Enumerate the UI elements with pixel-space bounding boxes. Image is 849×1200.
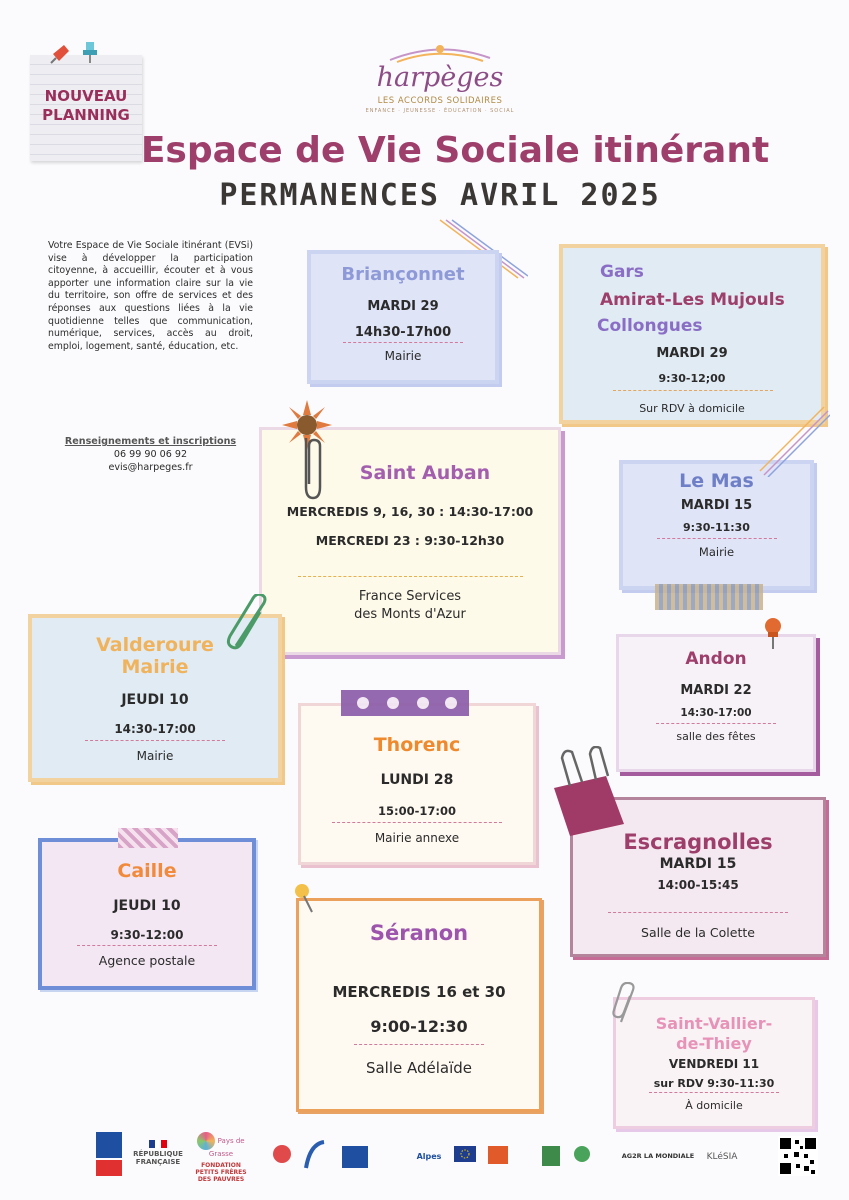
card-gars (559, 244, 825, 424)
badge-line-2: PLANNING (42, 106, 130, 124)
blue-pushpin-icon (80, 40, 100, 64)
alpes-logo: Alpes (416, 1152, 442, 1161)
card-seranon-name: Séranon (369, 921, 469, 945)
washi-tape (341, 690, 469, 716)
card-caille-time: 9:30-12:00 (110, 928, 184, 942)
rf-line-1: RÉPUBLIQUE (133, 1150, 183, 1158)
paperclip-icon (611, 982, 641, 1026)
separator (77, 945, 217, 946)
card-saint-vallier-place: À domicile (685, 1099, 743, 1112)
card-le-mas-day: MARDI 15 (680, 498, 753, 513)
fondation-line-1: FONDATION (201, 1162, 241, 1169)
pays-label (209, 1137, 245, 1158)
card-gars-name: Gars (600, 262, 644, 282)
card-seranon-time: 9:00-12:30 (370, 1017, 468, 1036)
card-amirat-name: Amirat-Les Mujouls (600, 290, 785, 310)
card-seranon-place: Salle Adélaïde (365, 1059, 473, 1077)
msa-logo-icon (342, 1146, 368, 1168)
card-andon-name: Andon (685, 649, 747, 669)
card-seranon (296, 898, 542, 1112)
card-le-mas-name: Le Mas (679, 470, 754, 492)
card-gars-time: 9:30-12;00 (658, 372, 726, 385)
separator (332, 822, 502, 823)
card-seranon-day: MERCREDIS 16 et 30 (332, 983, 506, 1001)
card-le-mas-place: Mairie (698, 545, 735, 559)
logo-tagline: ENFANCE · JEUNESSE · ÉDUCATION · SOCIAL (365, 108, 515, 114)
pays-line-1: Pays (217, 1137, 234, 1145)
republique-francaise-logo (128, 1140, 188, 1166)
french-flag-icon (149, 1140, 167, 1148)
card-gars-day: MARDI 29 (656, 346, 728, 361)
card-saint-vallier-time: sur RDV 9:30-11:30 (653, 1077, 775, 1090)
card-le-mas-time: 9:30-11:30 (683, 521, 750, 534)
card-saint-vallier (613, 997, 815, 1129)
eu-flag-icon (454, 1146, 476, 1162)
fondation-line-2: PETITS FRÈRES (195, 1169, 247, 1176)
page-title: Espace de Vie Sociale itinérant (140, 130, 770, 171)
card-caille-day: JEUDI 10 (113, 898, 181, 914)
separator (85, 740, 225, 741)
card-escragnolles-place: Salle de la Colette (641, 925, 755, 940)
card-saint-auban-place2: des Monts d'Azur (354, 607, 466, 622)
card-thorenc-time: 15:00-17:00 (378, 804, 456, 818)
card-thorenc (298, 703, 536, 865)
card-saint-vallier-name2: de-Thiey (676, 1034, 752, 1053)
card-caille-place: Agence postale (98, 953, 196, 968)
card-valderoure-name2: Mairie (121, 656, 189, 678)
klesia-logo: KLéSIA (706, 1152, 738, 1162)
contact-email[interactable]: evis@harpeges.fr (108, 462, 193, 473)
departement-logo-icon (270, 1142, 294, 1166)
washi-tape (118, 828, 178, 848)
card-thorenc-name: Thorenc (373, 734, 461, 756)
separator (649, 1092, 779, 1093)
contact-block (48, 435, 253, 474)
card-andon-time: 14:30-17:00 (680, 707, 752, 719)
flower-pattern-icon (341, 690, 469, 716)
contact-heading: Renseignements et inscriptions (64, 436, 237, 447)
card-saint-auban-place1: France Services (358, 589, 462, 604)
orange-pushpin-icon (760, 616, 786, 650)
card-brianconnet (307, 250, 499, 384)
card-brianconnet-name: Briançonnet (341, 264, 465, 285)
card-andon-day: MARDI 22 (680, 683, 752, 698)
separator (657, 538, 777, 539)
fondation-logo (190, 1162, 252, 1183)
logo-subtitle: LES ACCORDS SOLIDAIRES (377, 96, 503, 106)
card-saint-vallier-name1: Saint-Vallier- (655, 1014, 773, 1033)
caf-logo-icon (96, 1132, 122, 1180)
card-saint-auban-name: Saint Auban (359, 462, 491, 484)
card-valderoure-day: JEUDI 10 (121, 692, 189, 708)
region-logo-icon (488, 1146, 508, 1164)
intro-text: Votre Espace de Vie Sociale itinérant (EVSi) vise à développer la participation citoyenne, à accueillir, écouter et à vous apporter une information claire sur la vie du territoire, son offre de services et des réponses aux questions liées à la vie quotidienne telles que communication, numérique, services, accès au droit, emploi, logement, santé, éducation, etc. (48, 240, 253, 352)
card-andon-place: salle des fêtes (676, 730, 756, 743)
decorative-stripes-icon (758, 405, 830, 477)
card-thorenc-day: LUNDI 28 (380, 772, 454, 788)
card-saint-vallier-name (616, 1014, 812, 1054)
separator (343, 342, 463, 343)
binder-clip-icon (550, 746, 630, 836)
partner-logos (90, 1130, 830, 1190)
pays-line-2: de Grasse (208, 1137, 245, 1158)
card-saint-auban-line1: MERCREDIS 9, 16, 30 : 14:30-17:00 (286, 504, 534, 519)
card-saint-auban-line2: MERCREDI 23 : 9:30-12h30 (315, 533, 505, 548)
red-pushpin-icon (50, 42, 72, 64)
nouveau-planning-label (30, 87, 142, 125)
card-le-mas (619, 460, 814, 590)
card-collongues-name: Collongues (597, 316, 703, 336)
qr-code-icon[interactable] (778, 1136, 818, 1176)
logo-brand-text: harpèges (376, 62, 504, 93)
card-caille (38, 838, 256, 990)
pays-de-grasse-logo (190, 1132, 252, 1183)
separator (298, 576, 523, 577)
card-valderoure-place: Mairie (136, 749, 174, 763)
harpeges-logo-mark-icon (385, 42, 495, 64)
page-subtitle: PERMANENCES AVRIL 2025 (219, 178, 661, 213)
card-brianconnet-day: MARDI 29 (367, 299, 439, 314)
paperclip-icon (298, 432, 326, 502)
alpes-maritimes-logo-icon (304, 1140, 326, 1170)
washi-tape (655, 584, 763, 610)
card-saint-vallier-day: VENDREDI 11 (668, 1057, 760, 1071)
card-caille-name: Caille (117, 860, 177, 882)
card-valderoure-time: 14:30-17:00 (114, 722, 196, 736)
badge-line-1: NOUVEAU (44, 87, 128, 105)
fondation-line-3: DES PAUVRES (197, 1176, 245, 1183)
contact-phone[interactable]: 06 99 90 06 92 (113, 449, 188, 460)
green-logo-icon (572, 1144, 592, 1170)
flower-logo-icon (197, 1132, 215, 1150)
separator (656, 723, 776, 724)
card-escragnolles-name: Escragnolles (623, 830, 773, 854)
card-escragnolles-time: 14:00-15:45 (657, 878, 739, 892)
card-escragnolles-day: MARDI 15 (659, 856, 737, 872)
separator (608, 912, 788, 913)
green-paperclip-icon (222, 594, 274, 654)
card-brianconnet-time: 14h30-17h00 (354, 325, 452, 340)
parc-logo-icon (542, 1146, 560, 1166)
harpeges-logo (360, 40, 520, 120)
ag2r-logo: AG2R LA MONDIALE (621, 1152, 695, 1160)
card-gars-place: Sur RDV à domicile (639, 402, 745, 415)
separator (613, 390, 773, 391)
card-thorenc-place: Mairie annexe (374, 831, 460, 845)
separator (354, 1044, 484, 1045)
rf-line-2: FRANÇAISE (135, 1158, 181, 1166)
card-brianconnet-place: Mairie (384, 349, 422, 363)
yellow-pushpin-icon (292, 882, 316, 914)
card-valderoure-name1: Valderoure (96, 634, 214, 656)
card-andon (616, 634, 816, 772)
